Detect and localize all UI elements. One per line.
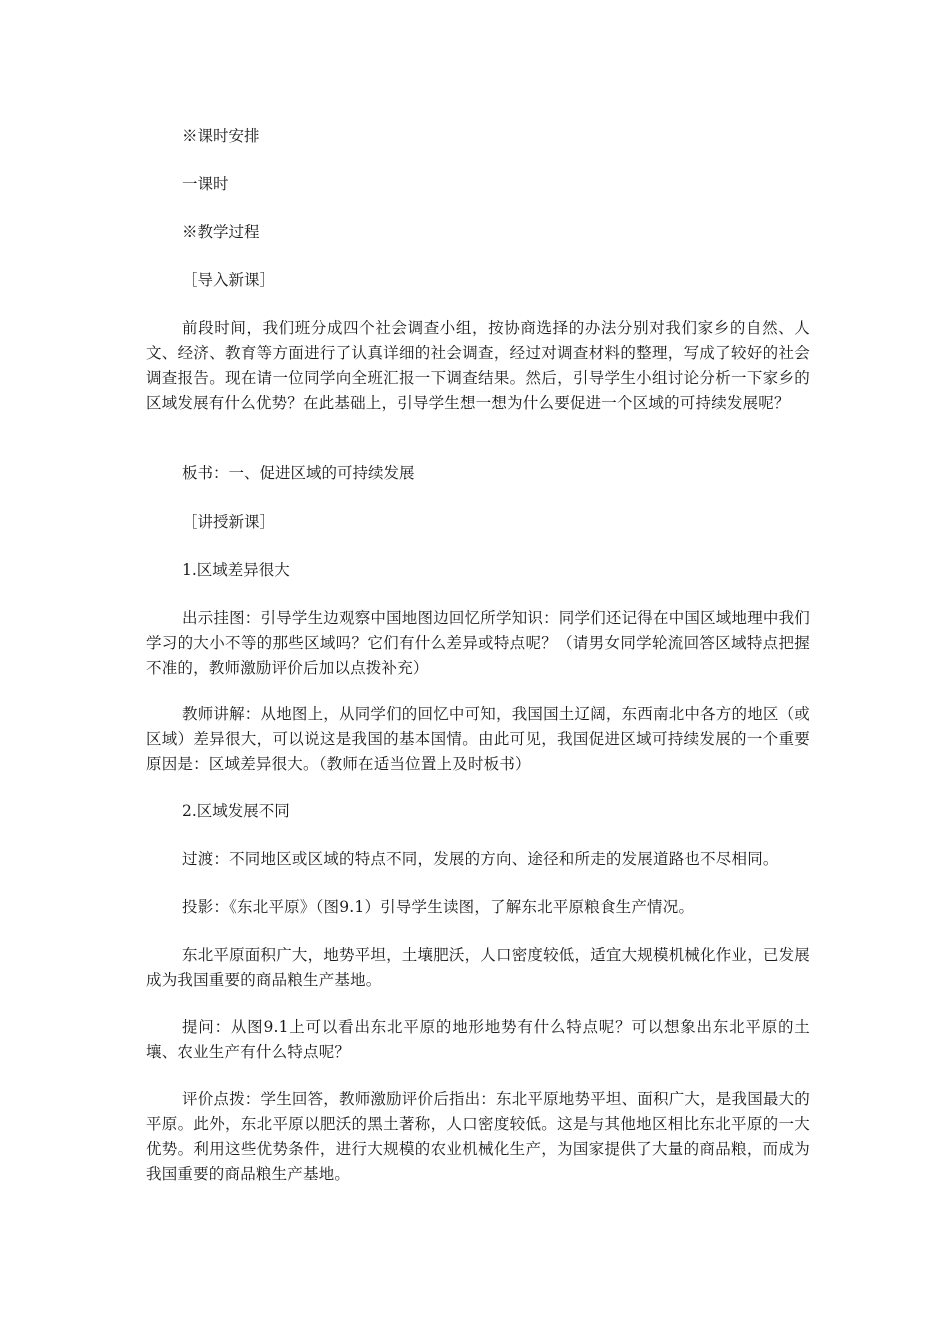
paragraph-teacher: 教师讲解：从地图上，从同学们的回忆中可知，我国国土辽阔，东西南北中各方的地区（或区域）差异很大，可以说这是我国的基本国情。由此可见，我国促进区域可持续发展的一个重要原因是：区域差异很大。（教师在适当位置上及时板书）: [146, 705, 811, 773]
paragraph-projection: 投影：《东北平原》（图9.1）引导学生读图，了解东北平原粮食生产情况。: [182, 898, 695, 916]
paragraph-map: 出示挂图：引导学生边观察中国地图边回忆所学知识：同学们还记得在中国区域地理中我们学习的大小不等的那些区域吗？它们有什么差异或特点呢？（请男女同学轮流回答区域特点把握不准的，教师激励评价后加以点拨补充）: [146, 609, 811, 677]
paragraph-question: 提问：从图9.1上可以看出东北平原的地形地势有什么特点呢？可以想象出东北平原的土壤、农业生产有什么特点呢？: [146, 1018, 810, 1061]
schedule-value: 一课时: [182, 175, 229, 193]
point-1-heading: 1.区域差异很大: [182, 561, 290, 579]
board-note-1: 板书：一、促进区域的可持续发展: [182, 464, 415, 482]
paragraph-evaluation: 评价点拨：学生回答，教师激励评价后指出：东北平原地势平坦、面积广大，是我国最大的平原。此外，东北平原以肥沃的黑土著称，人口密度较低。这是与其他地区相比东北平原的一大优势。利用这些优势条件，进行大规模的农业机械化生产，为国家提供了大量的商品粮，而成为我国重要的商品粮生产基地。: [146, 1090, 811, 1183]
process-heading: ※教学过程: [182, 223, 260, 241]
schedule-heading: ※课时安排: [182, 127, 260, 145]
paragraph-transition: 过渡：不同地区或区域的特点不同，发展的方向、途径和所走的发展道路也不尽相同。: [182, 850, 779, 868]
paragraph-plain: 东北平原面积广大，地势平坦，土壤肥沃，人口密度较低，适宜大规模机械化作业，已发展成为我国重要的商品粮生产基地。: [146, 946, 811, 989]
intro-heading: ［导入新课］: [182, 271, 276, 289]
paragraph-intro: 前段时间，我们班分成四个社会调查小组，按协商选择的办法分别对我们家乡的自然、人文、经济、教育等方面进行了认真详细的社会调查，经过对调查材料的整理，写成了较好的社会调查报告。现在请一位同学向全班汇报一下调查结果。然后，引导学生小组讨论分析一下家乡的区域发展有什么优势？在此基础上，引导学生想一想为什么要促进一个区域的可持续发展呢？: [146, 319, 810, 412]
lecture-heading: ［讲授新课］: [182, 513, 276, 531]
point-2-heading: 2.区域发展不同: [182, 802, 290, 820]
